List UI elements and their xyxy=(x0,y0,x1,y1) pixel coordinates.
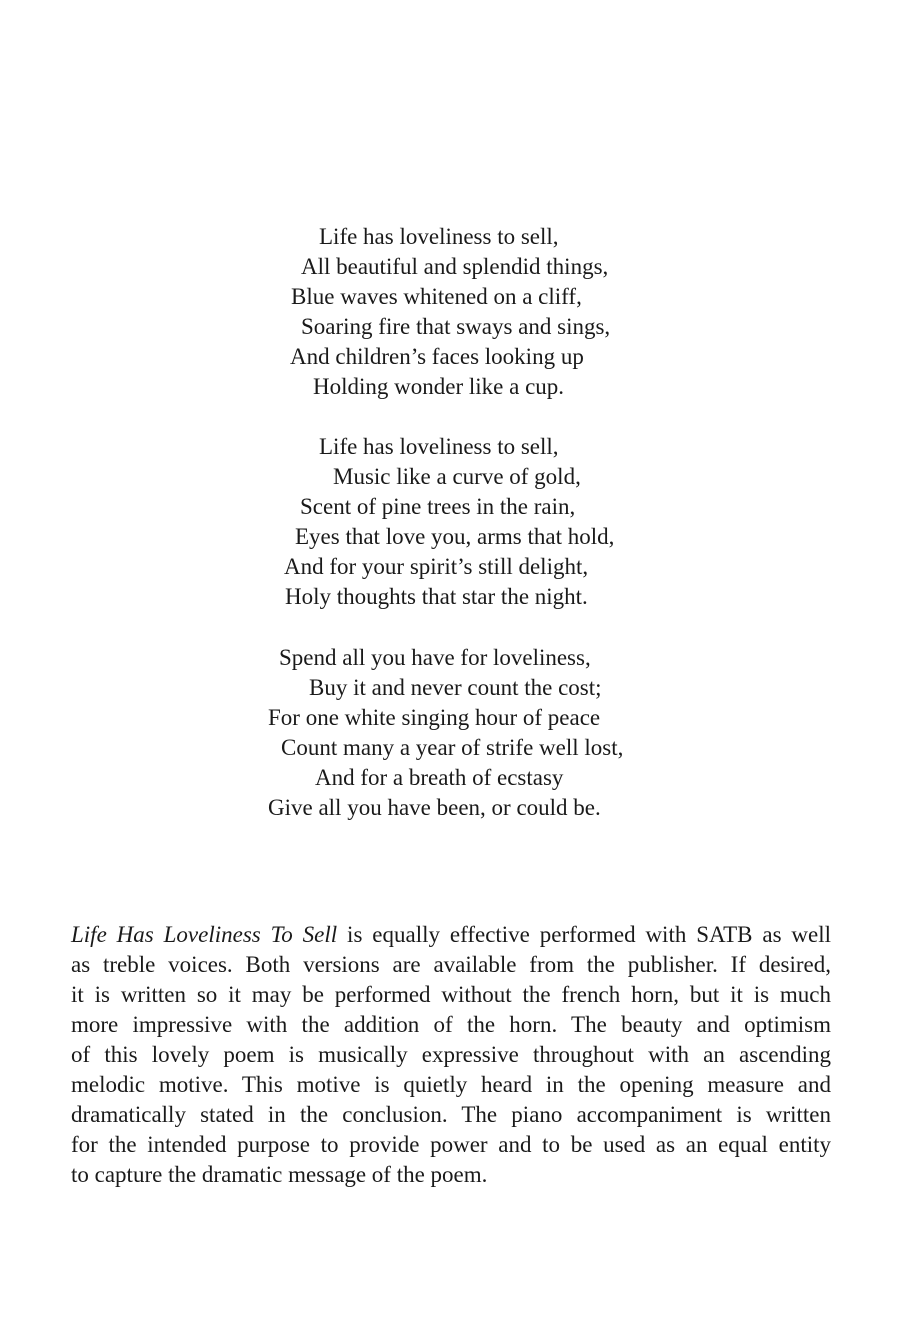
poem-line: For one white singing hour of peace xyxy=(268,705,601,730)
note-line: more impressive with the addition of the horn. The beauty and optimism xyxy=(71,1012,831,1037)
note-line: for the intended purpose to provide power and to be used as an equal entity xyxy=(71,1132,831,1157)
poem-line: And for your spirit’s still delight, xyxy=(284,554,589,579)
note-line: of this lovely poem is musically expressive throughout with an ascending xyxy=(71,1042,831,1067)
note-line: dramatically stated in the conclusion. The piano accompaniment is written xyxy=(71,1102,831,1127)
poem-line: And for a breath of ecstasy xyxy=(315,765,564,790)
poem-line: Holy thoughts that star the night. xyxy=(285,584,588,609)
poem-line: Spend all you have for loveliness, xyxy=(279,645,591,670)
note-line: melodic motive. This motive is quietly heard in the opening measure and xyxy=(71,1072,831,1097)
poem-line: All beautiful and splendid things, xyxy=(301,254,609,279)
poem-line: Eyes that love you, arms that hold, xyxy=(295,524,615,549)
note-title: Life Has Loveliness To Sell xyxy=(71,922,338,947)
poem-line: Blue waves whitened on a cliff, xyxy=(291,284,582,309)
poem-line: Holding wonder like a cup. xyxy=(313,374,565,399)
poem-line: Life has loveliness to sell, xyxy=(319,434,559,459)
note-line xyxy=(71,920,831,950)
note-line: to capture the dramatic message of the poem. xyxy=(71,1162,488,1187)
note-line: as treble voices. Both versions are available from the publisher. If desired, xyxy=(71,952,831,977)
performance-note xyxy=(71,920,831,1190)
note-line: it is written so it may be performed without the french horn, but it is much xyxy=(71,982,831,1007)
poem-line: And children’s faces looking up xyxy=(290,344,584,369)
poem-line: Buy it and never count the cost; xyxy=(309,675,602,700)
poem-line: Life has loveliness to sell, xyxy=(319,224,559,249)
note-text: is equally effective performed with SATB as well xyxy=(337,922,832,947)
poem-line: Soaring fire that sways and sings, xyxy=(301,314,611,339)
poem-line: Count many a year of strife well lost, xyxy=(281,735,624,760)
poem-line: Scent of pine trees in the rain, xyxy=(300,494,576,519)
poem-line: Give all you have been, or could be. xyxy=(268,795,601,820)
poem-line: Music like a curve of gold, xyxy=(333,464,581,489)
